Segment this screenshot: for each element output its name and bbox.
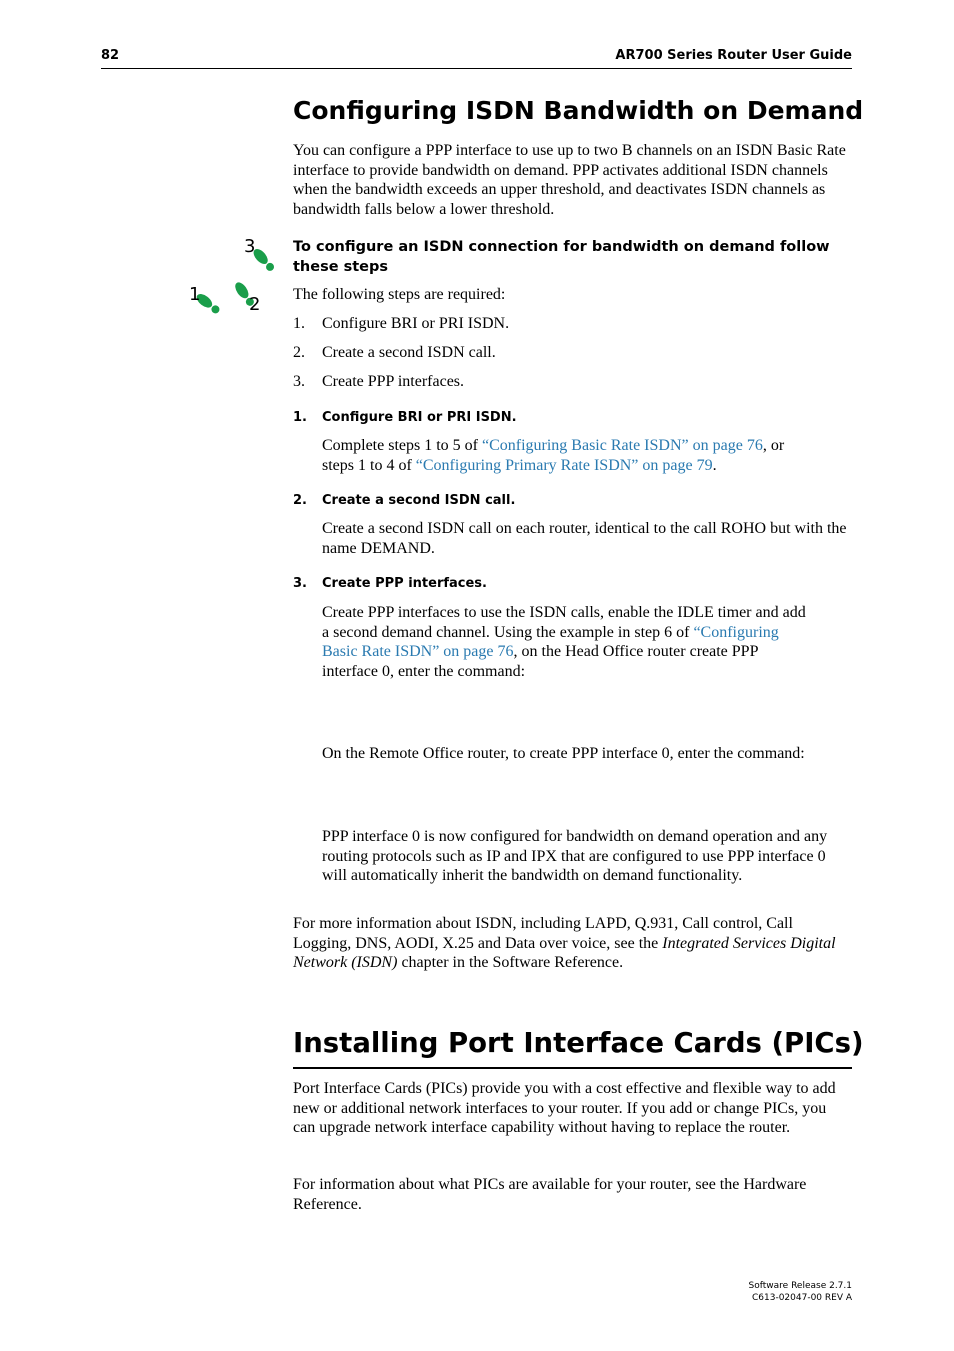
guide-title: AR700 Series Router User Guide <box>615 48 852 63</box>
step-label-2: 2 <box>249 294 261 315</box>
step-label-3: 3 <box>244 236 256 257</box>
section-rule <box>293 1067 852 1069</box>
section-title-installing-pics: Installing Port Interface Cards (PICs) <box>293 1027 864 1059</box>
more-info-paragraph <box>293 914 843 973</box>
list-item-number: 3. <box>293 373 305 390</box>
step-heading-text: Configure BRI or PRI ISDN. <box>322 410 517 425</box>
link-basic-rate-isdn[interactable]: “Configuring Basic Rate ISDN” on page 76 <box>481 437 763 454</box>
list-item <box>293 314 509 334</box>
step-heading-1 <box>293 410 517 425</box>
step1-text-a: Complete steps 1 to 5 of <box>322 437 482 454</box>
step-label-1: 1 <box>189 284 201 305</box>
list-item <box>293 343 496 363</box>
footer <box>749 1281 852 1304</box>
step3-line-1: Create PPP interfaces to use the ISDN calls, enable the IDLE timer and add <box>322 604 806 621</box>
more-info-text-a: For more information about ISDN, including LAPD, Q.931, Call control, Call Logging, DNS, AODI, X.25 and Data over voice, see the <box>293 915 793 952</box>
step1-text-b: , or <box>762 437 785 454</box>
step3-line-4: interface 0, enter the command: <box>322 662 526 680</box>
step-number: 3. <box>293 576 307 591</box>
intro-paragraph: You can configure a PPP interface to use up to two B channels on an ISDN Basic Rate interface to provide bandwidth on demand. PPP activates additional ISDN channels when the bandwidth exceeds an upper threshold, and deactivates ISDN channels as bandwidth falls below a lower threshold. <box>293 142 846 218</box>
procedure-title: To configure an ISDN connection for bandwidth on demand follow these steps <box>293 239 830 275</box>
step1-text-c: steps 1 to 4 of <box>322 456 416 474</box>
step1-body <box>322 436 854 475</box>
list-item-text: Create PPP interfaces. <box>322 373 465 390</box>
list-item <box>293 372 464 392</box>
required-steps-text: The following steps are required: <box>293 286 506 303</box>
step1-text-d: . <box>712 456 717 474</box>
software-reference-chapter-title: Integrated Services Digital Network (ISDN) <box>293 934 836 971</box>
step3-body <box>322 603 856 681</box>
step-number: 2. <box>293 493 307 508</box>
section-title-isdn-bandwidth: Configuring ISDN Bandwidth on Demand <box>293 96 864 125</box>
footsteps-icon <box>186 236 278 320</box>
more-info-text-b: chapter in the Software Reference. <box>397 954 624 971</box>
link-primary-rate-isdn[interactable]: “Configuring Primary Rate ISDN” on page 79 <box>415 456 713 474</box>
link-configuring-basic-rate-isdn-b[interactable]: Basic Rate ISDN” on page 76 <box>322 643 514 660</box>
step-heading-text: Create PPP interfaces. <box>322 576 487 591</box>
step-number: 1. <box>293 410 307 425</box>
result-paragraph: PPP interface 0 is now configured for bandwidth on demand operation and any routing protocols such as IP and IPX that are configured to use PPP interface 0 will automatically inherit the bandwidth on demand functionality. <box>322 828 828 884</box>
step-heading-2 <box>293 493 515 508</box>
remote-office-text: On the Remote Office router, to create PPP interface 0, enter the command: <box>322 745 805 762</box>
step3-line-2-text: a second demand channel. Using the example in step 6 of <box>322 623 694 641</box>
page-number: 82 <box>101 48 120 63</box>
pics-paragraph-1: Port Interface Cards (PICs) provide you with a cost effective and flexible way to add new or additional network interfaces to your router. If you add or change PICs, you can upgrade network interface capability without having to replace the router. <box>293 1080 836 1136</box>
step-heading-text: Create a second ISDN call. <box>322 493 516 508</box>
step-heading-3 <box>293 576 487 591</box>
footer-release: Software Release 2.7.1 <box>748 1281 852 1291</box>
footer-doc-id: C613-02047-00 REV A <box>751 1292 852 1303</box>
link-configuring-basic-rate-isdn-a[interactable]: “Configuring <box>693 623 779 641</box>
list-item-number: 2. <box>293 344 305 361</box>
header-rule <box>101 68 852 69</box>
list-item-text: Create a second ISDN call. <box>322 344 496 361</box>
list-item-number: 1. <box>293 315 305 332</box>
pics-paragraph-2: For information about what PICs are available for your router, see the Hardware Reference. <box>293 1176 807 1213</box>
list-item-text: Configure BRI or PRI ISDN. <box>322 315 510 332</box>
step2-body: Create a second ISDN call on each router, identical to the call ROHO but with the name DEMAND. <box>322 520 847 557</box>
step3-line-3-text: , on the Head Office router create PPP <box>513 643 759 660</box>
